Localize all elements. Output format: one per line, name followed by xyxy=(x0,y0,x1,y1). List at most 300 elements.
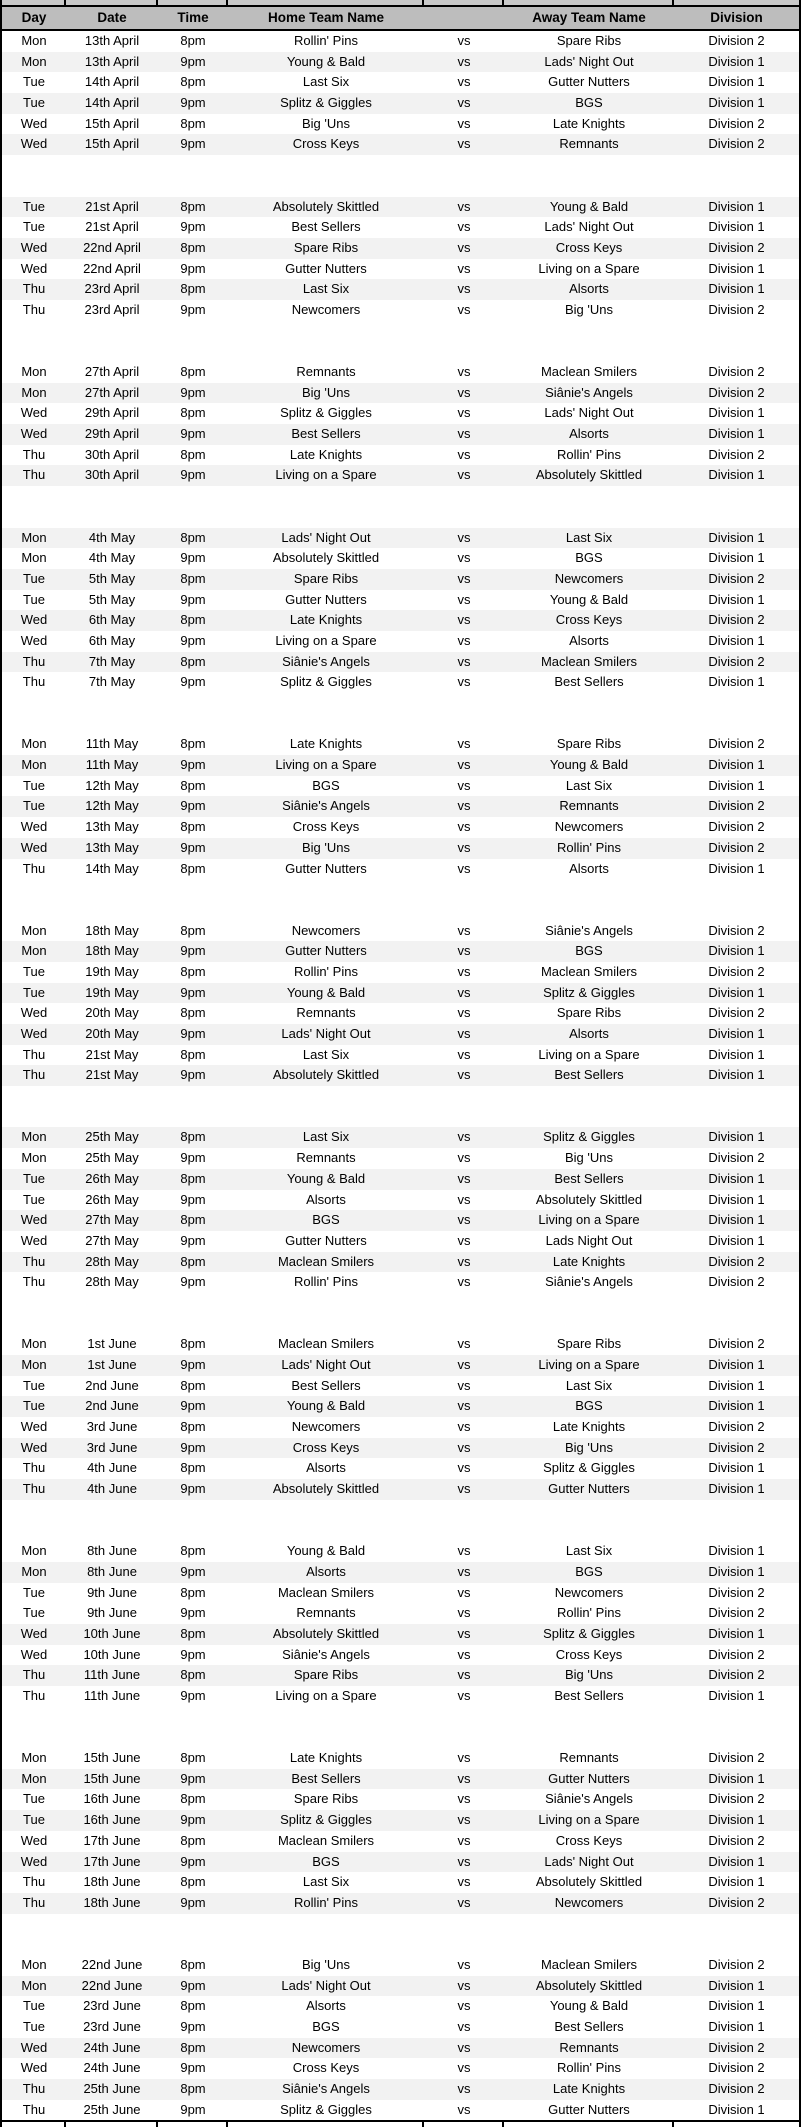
away-team-cell: Young & Bald xyxy=(549,1998,629,2014)
division-cell: Division 2 xyxy=(708,364,765,379)
vs-cell: vs xyxy=(457,1274,471,1290)
home-team-cell: Rollin' Pins xyxy=(294,1894,358,1910)
away-team-cell: Gutter Nutters xyxy=(548,2101,630,2117)
vs-cell: vs xyxy=(457,570,471,586)
time-cell: 9pm xyxy=(180,1191,206,1207)
division-cell: Division 2 xyxy=(708,1253,765,1269)
away-team-cell: Spare Ribs xyxy=(556,1005,622,1021)
date-cell: 17th June xyxy=(83,1853,141,1869)
away-team-cell: Splitz & Giggles xyxy=(543,1129,635,1145)
date-cell: 19th May xyxy=(85,963,139,979)
day-cell: Tue xyxy=(23,1377,45,1393)
day-cell: Thu xyxy=(22,467,46,483)
table-row xyxy=(2,755,799,776)
division-cell: Division 2 xyxy=(708,1274,765,1290)
time-cell: 8pm xyxy=(180,1584,206,1600)
division-cell: Division 2 xyxy=(708,1605,765,1621)
division-cell: Division 1 xyxy=(708,405,765,421)
vs-cell: vs xyxy=(457,984,471,1000)
table-row xyxy=(2,1479,799,1500)
vs-cell: vs xyxy=(457,860,471,876)
vs-cell: vs xyxy=(457,1750,471,1766)
vs-cell: vs xyxy=(457,1563,471,1579)
vs-cell: vs xyxy=(457,1956,471,1972)
date-cell: 1st June xyxy=(87,1357,137,1372)
home-team-cell: Gutter Nutters xyxy=(285,943,367,959)
vs-cell: vs xyxy=(457,922,471,938)
date-cell: 10th June xyxy=(83,1646,141,1662)
away-team-cell: Rollin' Pins xyxy=(557,1605,621,1621)
time-cell: 8pm xyxy=(180,364,206,379)
away-team-cell: Late Knights xyxy=(552,1253,626,1269)
division-cell: Division 1 xyxy=(708,1853,765,1869)
time-cell: 8pm xyxy=(180,1336,206,1352)
division-cell: Division 2 xyxy=(708,1419,765,1435)
date-cell: 3rd June xyxy=(86,1439,138,1455)
home-team-cell: Absolutely Skittled xyxy=(272,198,380,214)
time-cell: 9pm xyxy=(180,1977,206,1993)
time-cell: 9pm xyxy=(180,1274,206,1290)
day-cell: Tue xyxy=(23,2019,45,2034)
vs-cell: vs xyxy=(457,632,471,648)
home-team-cell: Cross Keys xyxy=(292,136,360,152)
vs-cell: vs xyxy=(457,53,471,69)
division-cell: Division 2 xyxy=(708,653,765,669)
home-team-cell: Last Six xyxy=(302,281,350,297)
away-team-cell: Spare Ribs xyxy=(556,1336,622,1352)
date-cell: 8th June xyxy=(87,1543,137,1559)
day-cell: Tue xyxy=(23,1998,45,2014)
table-row xyxy=(2,2079,799,2100)
home-team-cell: Late Knights xyxy=(289,1750,363,1766)
away-team-cell: Cross Keys xyxy=(555,612,623,628)
home-team-cell: Absolutely Skittled xyxy=(272,1481,380,1497)
blank-separator-row xyxy=(2,321,799,342)
day-cell: Tue xyxy=(23,570,45,586)
day-cell: Mon xyxy=(21,1770,47,1786)
column-border-tick xyxy=(672,2122,674,2127)
table-row xyxy=(2,1190,799,1211)
day-cell: Tue xyxy=(23,963,45,979)
date-cell: 21st May xyxy=(85,1046,139,1062)
day-cell: Tue xyxy=(23,591,45,607)
division-cell: Division 1 xyxy=(708,777,765,793)
home-team-cell: Remnants xyxy=(296,364,356,379)
date-cell: 27th May xyxy=(85,1212,139,1228)
date-cell: 15th June xyxy=(83,1750,141,1766)
division-cell: Division 1 xyxy=(708,860,765,876)
column-header-away-team-name: Away Team Name xyxy=(532,10,646,25)
table-row xyxy=(2,838,799,859)
date-cell: 26th May xyxy=(85,1170,139,1186)
vs-cell: vs xyxy=(457,1853,471,1869)
division-cell: Division 1 xyxy=(708,1212,765,1228)
day-cell: Wed xyxy=(20,1853,48,1869)
date-cell: 29th April xyxy=(84,426,140,442)
column-header-division: Division xyxy=(710,10,763,25)
away-team-cell: Cross Keys xyxy=(555,1646,623,1662)
day-cell: Wed xyxy=(20,1646,48,1662)
table-row xyxy=(2,1810,799,1831)
table-row xyxy=(2,1686,799,1707)
time-cell: 8pm xyxy=(180,653,206,669)
division-cell: Division 1 xyxy=(708,1129,765,1145)
vs-cell: vs xyxy=(457,1212,471,1228)
home-team-cell: Remnants xyxy=(296,1005,356,1021)
division-cell: Division 1 xyxy=(708,1688,765,1703)
vs-cell: vs xyxy=(457,426,471,442)
home-team-cell: BGS xyxy=(312,777,340,793)
home-team-cell: Living on a Spare xyxy=(275,1688,377,1703)
table-row xyxy=(2,1252,799,1273)
away-team-cell: BGS xyxy=(575,95,603,111)
table-row xyxy=(2,1438,799,1459)
division-cell: Division 1 xyxy=(708,1563,765,1579)
time-cell: 9pm xyxy=(180,1646,206,1662)
date-cell: 12th May xyxy=(85,777,139,793)
vs-cell: vs xyxy=(457,591,471,607)
vs-cell: vs xyxy=(457,1253,471,1269)
day-cell: Tue xyxy=(23,219,45,235)
away-team-cell: Maclean Smilers xyxy=(540,963,638,979)
day-cell: Tue xyxy=(23,777,45,793)
vs-cell: vs xyxy=(457,1046,471,1062)
vs-cell: vs xyxy=(457,115,471,131)
day-cell: Wed xyxy=(20,136,48,152)
table-row xyxy=(2,776,799,797)
date-cell: 23rd June xyxy=(83,1998,141,2014)
column-border-tick xyxy=(422,0,424,5)
date-cell: 15th April xyxy=(84,115,140,131)
date-cell: 23rd April xyxy=(84,301,140,317)
division-cell: Division 1 xyxy=(708,1481,765,1497)
date-cell: 24th June xyxy=(83,2039,141,2055)
away-team-cell: Lads' Night Out xyxy=(544,405,634,421)
date-cell: 2nd June xyxy=(85,1398,139,1414)
time-cell: 8pm xyxy=(180,1874,206,1890)
column-border-tick xyxy=(64,2122,66,2127)
vs-cell: vs xyxy=(457,1150,471,1166)
division-cell: Division 1 xyxy=(708,467,765,483)
table-row xyxy=(2,921,799,942)
table-row xyxy=(2,983,799,1004)
table-row xyxy=(2,383,799,404)
vs-cell: vs xyxy=(457,33,471,48)
table-row xyxy=(2,962,799,983)
away-team-cell: Best Sellers xyxy=(554,1688,624,1703)
away-team-cell: Late Knights xyxy=(552,1419,626,1435)
date-cell: 11th June xyxy=(83,1688,141,1703)
away-team-cell: Alsorts xyxy=(569,426,609,442)
time-cell: 8pm xyxy=(180,198,206,214)
table-row xyxy=(2,1976,799,1997)
table-row xyxy=(2,1272,799,1293)
day-cell: Thu xyxy=(22,1046,46,1062)
day-cell: Tue xyxy=(23,74,45,90)
division-cell: Division 2 xyxy=(708,239,765,255)
table-row xyxy=(2,445,799,466)
time-cell: 8pm xyxy=(180,777,206,793)
date-cell: 25th May xyxy=(85,1129,139,1145)
time-cell: 9pm xyxy=(180,1026,206,1041)
home-team-cell: Young & Bald xyxy=(286,984,366,1000)
date-cell: 26th May xyxy=(85,1191,139,1207)
table-row xyxy=(2,1355,799,1376)
date-cell: 18th May xyxy=(85,922,139,938)
home-team-cell: Best Sellers xyxy=(291,1770,361,1786)
date-cell: 17th June xyxy=(83,1832,141,1848)
home-team-cell: Newcomers xyxy=(291,2039,361,2055)
day-cell: Mon xyxy=(21,1543,47,1559)
day-cell: Wed xyxy=(20,839,48,855)
division-cell: Division 1 xyxy=(708,1770,765,1786)
home-team-cell: Rollin' Pins xyxy=(294,33,358,48)
date-cell: 14th April xyxy=(84,74,140,90)
date-cell: 20th May xyxy=(85,1005,139,1021)
day-cell: Thu xyxy=(22,1460,46,1476)
home-team-cell: Siânie's Angels xyxy=(282,653,370,669)
vs-cell: vs xyxy=(457,757,471,773)
day-cell: Thu xyxy=(22,2081,46,2097)
vs-cell: vs xyxy=(457,1874,471,1890)
home-team-cell: Rollin' Pins xyxy=(294,963,358,979)
vs-cell: vs xyxy=(457,74,471,90)
blank-separator-row xyxy=(2,693,799,714)
time-cell: 8pm xyxy=(180,239,206,255)
date-cell: 29th April xyxy=(84,405,140,421)
table-row xyxy=(2,1852,799,1873)
table-row xyxy=(2,734,799,755)
date-cell: 21st May xyxy=(85,1067,139,1083)
day-cell: Mon xyxy=(21,1956,47,1972)
home-team-cell: Siânie's Angels xyxy=(282,2081,370,2097)
vs-cell: vs xyxy=(457,2060,471,2076)
home-team-cell: Cross Keys xyxy=(292,819,360,835)
day-cell: Mon xyxy=(21,736,47,752)
blank-separator-row xyxy=(2,1914,799,1935)
away-team-cell: Lads' Night Out xyxy=(544,53,634,69)
time-cell: 8pm xyxy=(180,1543,206,1559)
table-row xyxy=(2,1169,799,1190)
away-team-cell: Gutter Nutters xyxy=(548,1770,630,1786)
vs-cell: vs xyxy=(457,2081,471,2097)
time-cell: 8pm xyxy=(180,115,206,131)
vs-cell: vs xyxy=(457,1625,471,1641)
table-row xyxy=(2,528,799,549)
time-cell: 8pm xyxy=(180,736,206,752)
division-cell: Division 1 xyxy=(708,1874,765,1890)
date-cell: 27th May xyxy=(85,1232,139,1248)
time-cell: 9pm xyxy=(180,550,206,566)
table-row xyxy=(2,1645,799,1666)
blank-separator-row xyxy=(2,714,799,735)
away-team-cell: Spare Ribs xyxy=(556,33,622,48)
day-cell: Mon xyxy=(21,1750,47,1766)
time-cell: 9pm xyxy=(180,757,206,773)
time-cell: 8pm xyxy=(180,281,206,297)
division-cell: Division 1 xyxy=(708,2101,765,2117)
table-row xyxy=(2,362,799,383)
home-team-cell: Maclean Smilers xyxy=(277,1832,375,1848)
division-cell: Division 1 xyxy=(708,53,765,69)
away-team-cell: Best Sellers xyxy=(554,1067,624,1083)
away-team-cell: Lads' Night Out xyxy=(544,219,634,235)
time-cell: 8pm xyxy=(180,74,206,90)
vs-cell: vs xyxy=(457,1688,471,1703)
time-cell: 9pm xyxy=(180,1894,206,1910)
date-cell: 20th May xyxy=(85,1026,139,1041)
table-row xyxy=(2,2017,799,2038)
day-cell: Wed xyxy=(20,819,48,835)
date-cell: 5th May xyxy=(88,591,136,607)
table-row xyxy=(2,1396,799,1417)
blank-separator-row xyxy=(2,879,799,900)
table-row xyxy=(2,114,799,135)
home-team-cell: Newcomers xyxy=(291,922,361,938)
column-border-tick xyxy=(64,0,66,5)
table-row xyxy=(2,1376,799,1397)
home-team-cell: Splitz & Giggles xyxy=(280,95,372,111)
date-cell: 8th June xyxy=(87,1563,137,1579)
away-team-cell: Siânie's Angels xyxy=(545,1274,633,1290)
day-cell: Thu xyxy=(22,1253,46,1269)
away-team-cell: Absolutely Skittled xyxy=(535,1191,643,1207)
division-cell: Division 1 xyxy=(708,1998,765,2014)
time-cell: 9pm xyxy=(180,1398,206,1414)
table-row xyxy=(2,93,799,114)
vs-cell: vs xyxy=(457,612,471,628)
home-team-cell: Living on a Spare xyxy=(275,757,377,773)
table-row xyxy=(2,134,799,155)
time-cell: 8pm xyxy=(180,1832,206,1848)
day-cell: Mon xyxy=(21,1150,47,1166)
away-team-cell: Alsorts xyxy=(569,632,609,648)
time-cell: 9pm xyxy=(180,53,206,69)
vs-cell: vs xyxy=(457,1067,471,1083)
vs-cell: vs xyxy=(457,1770,471,1786)
away-team-cell: Young & Bald xyxy=(549,757,629,773)
table-row xyxy=(2,569,799,590)
vs-cell: vs xyxy=(457,819,471,835)
away-team-cell: Living on a Spare xyxy=(538,1812,640,1828)
vs-cell: vs xyxy=(457,943,471,959)
day-cell: Mon xyxy=(21,1357,47,1372)
table-body xyxy=(2,31,799,2120)
blank-separator-row xyxy=(2,1293,799,1314)
vs-cell: vs xyxy=(457,1357,471,1372)
home-team-cell: Last Six xyxy=(302,1874,350,1890)
away-team-cell: Alsorts xyxy=(569,281,609,297)
away-team-cell: Maclean Smilers xyxy=(540,1956,638,1972)
away-team-cell: Remnants xyxy=(559,136,619,152)
date-cell: 16th June xyxy=(83,1791,141,1807)
table-row xyxy=(2,300,799,321)
division-cell: Division 1 xyxy=(708,1398,765,1414)
time-cell: 9pm xyxy=(180,1232,206,1248)
table-row xyxy=(2,859,799,880)
division-cell: Division 1 xyxy=(708,1460,765,1476)
division-cell: Division 2 xyxy=(708,2039,765,2055)
blank-separator-row xyxy=(2,1500,799,1521)
day-cell: Thu xyxy=(22,281,46,297)
day-cell: Wed xyxy=(20,1832,48,1848)
date-cell: 15th April xyxy=(84,136,140,152)
date-cell: 25th June xyxy=(83,2101,141,2117)
home-team-cell: Last Six xyxy=(302,1046,350,1062)
time-cell: 8pm xyxy=(180,1377,206,1393)
table-row xyxy=(2,1231,799,1252)
time-cell: 8pm xyxy=(180,1253,206,1269)
away-team-cell: Young & Bald xyxy=(549,198,629,214)
vs-cell: vs xyxy=(457,364,471,379)
time-cell: 8pm xyxy=(180,1170,206,1186)
time-cell: 9pm xyxy=(180,798,206,814)
time-cell: 9pm xyxy=(180,219,206,235)
day-cell: Wed xyxy=(20,1419,48,1435)
day-cell: Thu xyxy=(22,1874,46,1890)
day-cell: Mon xyxy=(21,1977,47,1993)
away-team-cell: Big 'Uns xyxy=(564,301,613,317)
division-cell: Division 2 xyxy=(708,2081,765,2097)
day-cell: Mon xyxy=(21,757,47,773)
date-cell: 27th April xyxy=(84,364,140,379)
time-cell: 9pm xyxy=(180,1688,206,1703)
date-cell: 1st June xyxy=(87,1336,137,1352)
division-cell: Division 2 xyxy=(708,612,765,628)
date-cell: 2nd June xyxy=(85,1377,139,1393)
column-border-tick xyxy=(156,2122,158,2127)
division-cell: Division 1 xyxy=(708,1232,765,1248)
date-cell: 7th May xyxy=(88,653,136,669)
table-row xyxy=(2,1541,799,1562)
vs-cell: vs xyxy=(457,529,471,545)
vs-cell: vs xyxy=(457,467,471,483)
day-cell: Mon xyxy=(21,1336,47,1352)
time-cell: 8pm xyxy=(180,612,206,628)
date-cell: 22nd April xyxy=(83,239,141,255)
division-cell: Division 1 xyxy=(708,943,765,959)
day-cell: Wed xyxy=(20,1625,48,1641)
date-cell: 13th May xyxy=(85,839,139,855)
date-cell: 9th June xyxy=(87,1605,137,1621)
home-team-cell: Newcomers xyxy=(291,301,361,317)
vs-cell: vs xyxy=(457,2039,471,2055)
date-cell: 15th June xyxy=(83,1770,141,1786)
home-team-cell: Absolutely Skittled xyxy=(272,1067,380,1083)
table-row xyxy=(2,1127,799,1148)
day-cell: Thu xyxy=(22,653,46,669)
day-cell: Thu xyxy=(22,1274,46,1290)
away-team-cell: Big 'Uns xyxy=(564,1150,613,1166)
day-cell: Wed xyxy=(20,1212,48,1228)
table-row xyxy=(2,1955,799,1976)
time-cell: 9pm xyxy=(180,1067,206,1083)
division-cell: Division 1 xyxy=(708,1170,765,1186)
table-row xyxy=(2,1334,799,1355)
time-cell: 9pm xyxy=(180,2019,206,2034)
away-team-cell: Living on a Spare xyxy=(538,1357,640,1372)
time-cell: 8pm xyxy=(180,2081,206,2097)
column-header-date: Date xyxy=(97,10,127,25)
date-cell: 18th June xyxy=(83,1894,141,1910)
division-cell: Division 2 xyxy=(708,1956,765,1972)
away-team-cell: BGS xyxy=(575,1563,603,1579)
time-cell: 8pm xyxy=(180,1998,206,2014)
date-cell: 24th June xyxy=(83,2060,141,2076)
away-team-cell: Newcomers xyxy=(554,1584,624,1600)
home-team-cell: Big 'Uns xyxy=(301,839,350,855)
division-cell: Division 1 xyxy=(708,1625,765,1641)
